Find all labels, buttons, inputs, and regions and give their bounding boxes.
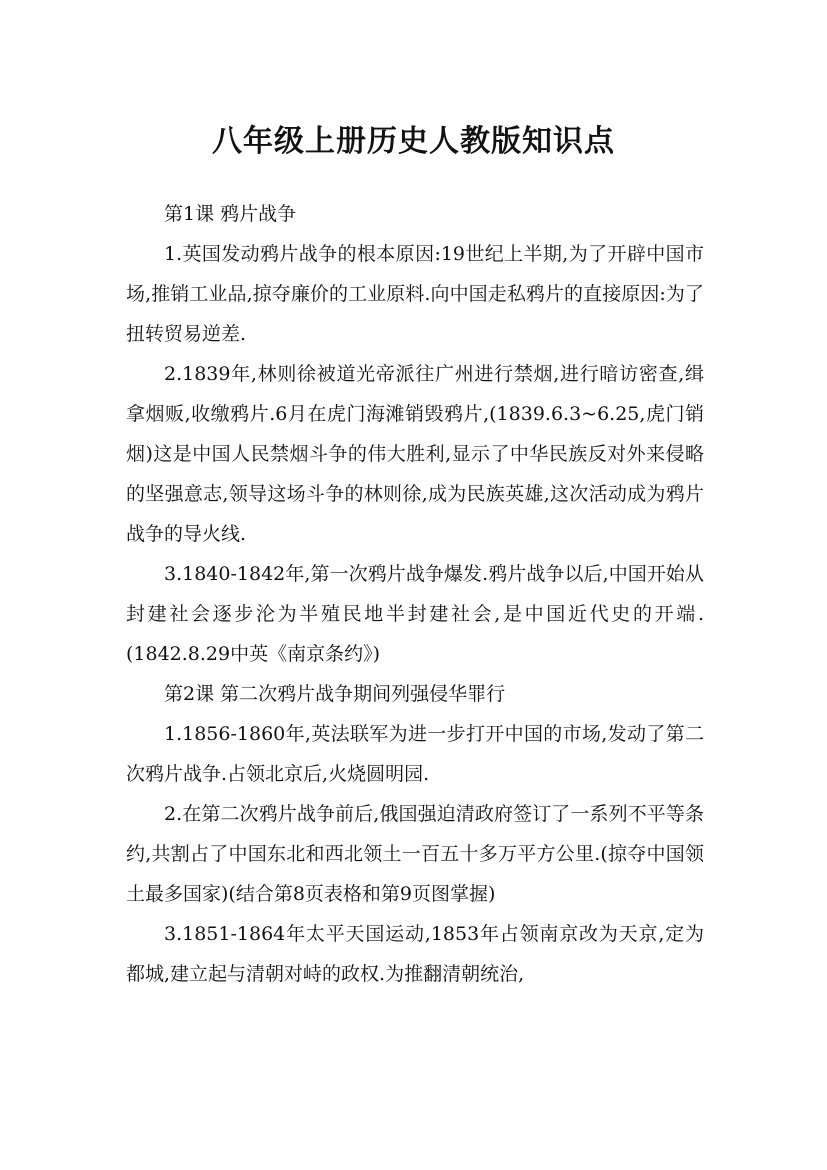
paragraph: 3.1851-1864年太平天国运动,1853年占领南京改为天京,定为都城,建立起与清朝对峙的政权.为推翻清朝统治, [126, 923, 704, 985]
document-body [126, 194, 704, 994]
paragraph: 2.1839年,林则徐被道光帝派往广州进行禁烟,进行暗访密查,缉拿烟贩,收缴鸦片.6月在虎门海滩销毁鸦片,(1839.6.3~6.25,虎门销烟)这是中国人民禁烟斗争的伟大胜利,显示了中华民族反对外来侵略的坚强意志,领导这场斗争的林则徐,成为民族英雄,这次活动成为鸦片战争的导火线. [126, 363, 704, 545]
lesson-heading: 第1课 鸦片战争 [164, 203, 297, 225]
paragraph: 3.1840-1842年,第一次鸦片战争爆发.鸦片战争以后,中国开始从封建社会逐步沦为半殖民地半封建社会,是中国近代史的开端.(1842.8.29中英《南京条约》) [126, 563, 704, 665]
paragraph: 1.英国发动鸦片战争的根本原因:19世纪上半期,为了开辟中国市场,推销工业品,掠夺廉价的工业原料.向中国走私鸦片的直接原因:为了扭转贸易逆差. [126, 243, 704, 345]
lesson-heading: 第2课 第二次鸦片战争期间列强侵华罪行 [164, 683, 506, 705]
paragraph: 2.在第二次鸦片战争前后,俄国强迫清政府签订了一系列不平等条约,共割占了中国东北和西北领土一百五十多万平方公里.(掠夺中国领土最多国家)(结合第8页表格和第9页图掌握) [126, 803, 704, 905]
document-title: 八年级上册历史人教版知识点 [212, 124, 615, 160]
paragraph: 1.1856-1860年,英法联军为进一步打开中国的市场,发动了第二次鸦片战争.占领北京后,火烧圆明园. [126, 723, 704, 785]
